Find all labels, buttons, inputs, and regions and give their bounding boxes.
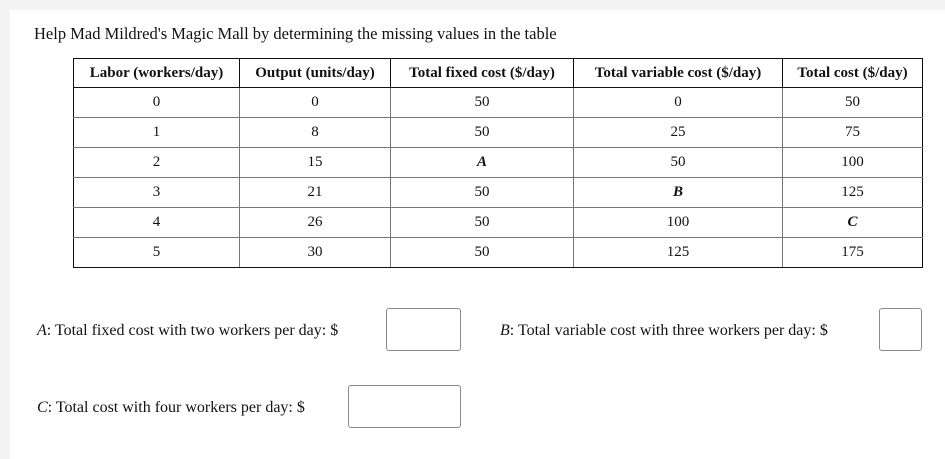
question-a-letter: A (37, 322, 47, 339)
table-row (74, 208, 923, 238)
cost-table (73, 58, 923, 268)
header-output: Output (units/day) (240, 59, 391, 88)
cell-total-cost: 75 (783, 118, 923, 148)
table-row (74, 88, 923, 118)
header-total-cost: Total cost ($/day) (783, 59, 923, 88)
cell-output: 30 (240, 238, 391, 268)
cell-total-fixed-cost: 50 (391, 238, 574, 268)
cell-total-cost: 175 (783, 238, 923, 268)
cell-labor: 1 (74, 118, 240, 148)
cell-total-cost: 125 (783, 178, 923, 208)
header-labor: Labor (workers/day) (74, 59, 240, 88)
header-total-fixed-cost: Total fixed cost ($/day) (391, 59, 574, 88)
table-row (74, 238, 923, 268)
cell-output: 0 (240, 88, 391, 118)
question-a-label (37, 322, 338, 340)
cell-total-variable-cost: 50 (574, 148, 783, 178)
answer-a-input[interactable] (386, 308, 461, 351)
cell-total-cost: 100 (783, 148, 923, 178)
table-row (74, 178, 923, 208)
cell-total-variable-cost: 125 (574, 238, 783, 268)
missing-cell-c: C (783, 208, 923, 238)
cell-output: 21 (240, 178, 391, 208)
cell-labor: 5 (74, 238, 240, 268)
cell-output: 8 (240, 118, 391, 148)
question-b-text: : Total variable cost with three workers per day: $ (509, 322, 828, 339)
question-card (10, 10, 945, 459)
answer-c-input[interactable] (348, 385, 461, 428)
question-b-label (500, 322, 828, 340)
question-b-letter: B (500, 322, 510, 339)
cell-labor: 0 (74, 88, 240, 118)
table-row (74, 118, 923, 148)
missing-cell-b: B (574, 178, 783, 208)
question-c-letter: C (37, 399, 48, 416)
cell-labor: 3 (74, 178, 240, 208)
cell-output: 15 (240, 148, 391, 178)
cell-labor: 4 (74, 208, 240, 238)
cell-total-cost: 50 (783, 88, 923, 118)
cell-total-fixed-cost: 50 (391, 178, 574, 208)
cell-total-fixed-cost: 50 (391, 118, 574, 148)
question-a-text: : Total fixed cost with two workers per day: $ (46, 322, 339, 339)
question-c-label (37, 399, 305, 417)
cell-total-variable-cost: 0 (574, 88, 783, 118)
cell-total-variable-cost: 100 (574, 208, 783, 238)
cell-total-variable-cost: 25 (574, 118, 783, 148)
question-c-text: : Total cost with four workers per day: $ (47, 399, 305, 416)
answer-b-input[interactable] (879, 308, 922, 351)
cell-labor: 2 (74, 148, 240, 178)
cell-output: 26 (240, 208, 391, 238)
cell-total-fixed-cost: 50 (391, 88, 574, 118)
table-header-row (74, 59, 923, 88)
table-row (74, 148, 923, 178)
header-total-variable-cost: Total variable cost ($/day) (574, 59, 783, 88)
cell-total-fixed-cost: 50 (391, 208, 574, 238)
missing-cell-a: A (391, 148, 574, 178)
question-prompt: Help Mad Mildred's Magic Mall by determining the missing values in the table (34, 24, 557, 43)
